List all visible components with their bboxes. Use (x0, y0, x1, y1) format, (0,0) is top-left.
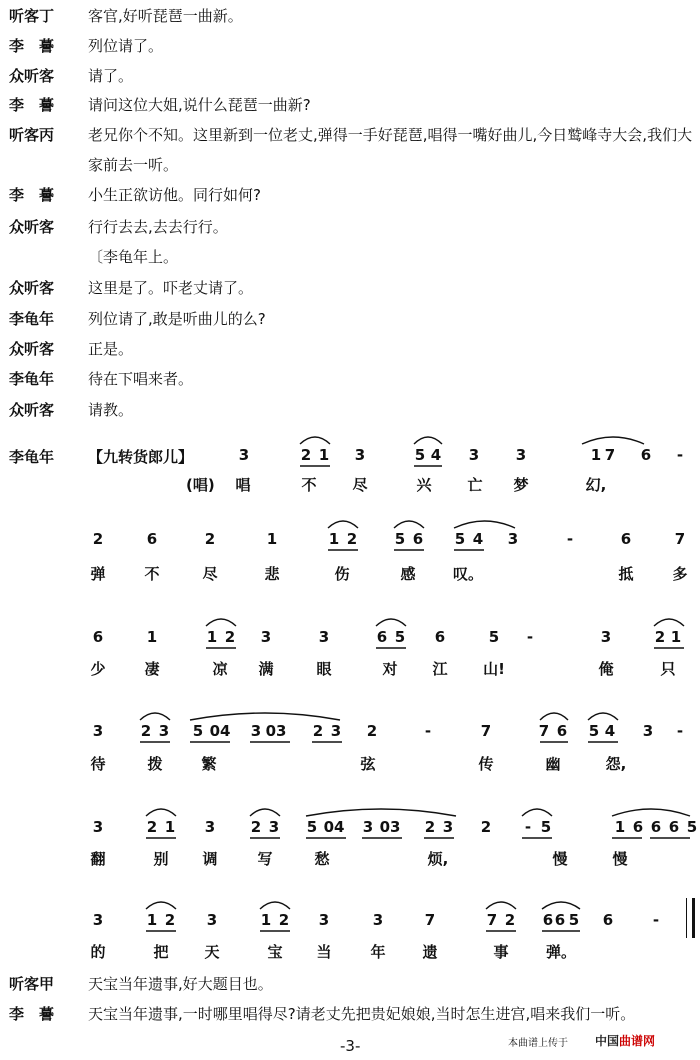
jianpu-note: 1 (206, 628, 218, 646)
slur-arc (414, 437, 442, 444)
lyric-char: 调 (202, 850, 218, 868)
lyric-char: 弦 (360, 755, 376, 773)
line-text: 天宝当年遗事,好大题目也。 (88, 975, 273, 993)
speaker: 李龟年 (9, 310, 55, 328)
jianpu-note: 1 (670, 628, 682, 646)
lyric-char: 当 (316, 943, 332, 961)
final-barline (686, 898, 695, 938)
lyric-char: 不 (144, 565, 160, 583)
jianpu-note: 2 (654, 628, 666, 646)
slur-arc (582, 437, 644, 444)
lyric-char: 翻 (90, 850, 106, 868)
jianpu-note: 5 (192, 722, 204, 740)
jianpu-note: 3 (92, 818, 104, 836)
jianpu-note: 7 (674, 530, 686, 548)
jianpu-note: 3 (600, 628, 612, 646)
dialogue-line (0, 185, 700, 215)
jianpu-note: 6 (556, 722, 568, 740)
lyric-char: 伤 (334, 565, 350, 583)
jianpu-note: 3 (330, 722, 342, 740)
line-text: 列位请了,敢是听曲儿的么? (88, 310, 266, 328)
jianpu-note: 1 (146, 911, 158, 929)
line-text: 小生正欲访他。同行如何? (88, 186, 261, 204)
jianpu-note: 2 (140, 722, 152, 740)
jianpu-note: 1 (260, 911, 272, 929)
lyric-char: 亡 (467, 476, 483, 494)
jianpu-note: 6 (632, 818, 644, 836)
jianpu-note: 2 (92, 530, 104, 548)
lyric-char: 写 (257, 850, 273, 868)
aria-title: 【九转货郎儿】 (88, 448, 194, 466)
lyric-char: 事 (493, 943, 509, 961)
jianpu-note: 3 (238, 446, 250, 464)
lyric-char: 抵 (618, 565, 634, 583)
jianpu-note: 6 (650, 818, 662, 836)
dash-extension: - (676, 722, 684, 740)
slur-arc (486, 902, 516, 909)
jianpu-note: 7 (424, 911, 436, 929)
slur-arc (140, 713, 170, 720)
speaker: 众听客 (9, 340, 55, 358)
lyric-char: 拨 (147, 755, 163, 773)
jianpu-note: 2 (146, 818, 158, 836)
dash-extension: - (652, 911, 660, 929)
lyric-char: 多 (672, 565, 688, 583)
dialogue-line (0, 217, 700, 247)
jianpu-note: 6 (668, 818, 680, 836)
jianpu-note: 4 (472, 530, 484, 548)
jianpu-note: 6 (412, 530, 424, 548)
slur-arc (146, 902, 176, 909)
slur-arc (542, 902, 580, 909)
jianpu-note: 7 (480, 722, 492, 740)
line-text: 列位请了。 (88, 37, 164, 55)
slur-arc (190, 713, 340, 720)
speaker: 众听客 (9, 279, 55, 297)
lyric-char: 叹。 (453, 565, 484, 583)
lyric-char: 弹 (90, 565, 106, 583)
jianpu-note: 2 (204, 530, 216, 548)
lyric-char: 愁 (314, 850, 330, 868)
jianpu-note: 6 (620, 530, 632, 548)
slur-arc (146, 809, 176, 816)
jianpu-note: 5 (540, 818, 552, 836)
dialogue-line (0, 339, 700, 369)
lyric-char: 怨, (605, 755, 627, 773)
lyric-char: 遗 (422, 943, 438, 961)
jianpu-note: 5 (568, 911, 580, 929)
speaker: 众听客 (9, 218, 55, 236)
slur-arc (306, 809, 456, 816)
jianpu-note: 3 (442, 818, 454, 836)
jianpu-note: 5 (394, 530, 406, 548)
lyric-char: 眼 (316, 660, 332, 678)
slur-arc (328, 521, 358, 528)
dash-extension: - (676, 446, 684, 464)
lyric-char: 感 (400, 565, 416, 583)
slur-arc (612, 809, 690, 816)
line-text: 请问这位大姐,说什么琵琶一曲新? (88, 96, 311, 114)
slur-arc (206, 619, 236, 626)
speaker: 李 謩 (9, 186, 55, 204)
jianpu-note: 2 (312, 722, 324, 740)
jianpu-note: 3 (92, 911, 104, 929)
speaker: 听客丁 (9, 7, 55, 25)
dialogue-line (0, 400, 700, 430)
lyric-char: 山! (483, 660, 505, 678)
slur-arc (654, 619, 684, 626)
dialogue-line (0, 125, 700, 185)
aria-speaker: 李龟年 (9, 448, 55, 466)
lyric-char: 唱 (235, 476, 251, 494)
dialogue-line (0, 6, 700, 36)
line-text: 这里是了。吓老丈请了。 (88, 279, 254, 297)
jianpu-note: 3 (362, 818, 374, 836)
speaker: 众听客 (9, 401, 55, 419)
lyric-char: 幻, (585, 476, 607, 494)
jianpu-note: 6 (602, 911, 614, 929)
lyric-char: 不 (301, 476, 317, 494)
slur-arc (260, 902, 290, 909)
speaker: 众听客 (9, 67, 55, 85)
dialogue-line (0, 278, 700, 308)
jianpu-note: 3 (642, 722, 654, 740)
lyric-char: 悲 (264, 565, 280, 583)
jianpu-note: 2 (164, 911, 176, 929)
jianpu-note: 5 (686, 818, 698, 836)
jianpu-note: 3 (372, 911, 384, 929)
site-logo (595, 1032, 655, 1049)
lyric-char: 繁 (201, 755, 217, 773)
dash-extension: - (566, 530, 574, 548)
jianpu-note: 4 (430, 446, 442, 464)
jianpu-note: 2 (224, 628, 236, 646)
jianpu-note: 7 (538, 722, 550, 740)
lyric-char: 江 (432, 660, 448, 678)
jianpu-note: 6 (146, 530, 158, 548)
logo-prefix: 中国 (595, 1034, 620, 1048)
line-text: 客官,好听琵琶一曲新。 (88, 7, 243, 25)
line-text: 请教。 (88, 401, 134, 419)
lyric-char: 兴 (416, 476, 432, 494)
lyric-char: 慢 (552, 850, 568, 868)
jianpu-note: 1 (590, 446, 602, 464)
line-text: 〔李龟年上。 (88, 248, 179, 266)
jianpu-note: 3 (468, 446, 480, 464)
lyric-char: 待 (90, 755, 106, 773)
jianpu-note: 1 (146, 628, 158, 646)
jianpu-note: 5 (306, 818, 318, 836)
jianpu-note: 1 (266, 530, 278, 548)
jianpu-note: 5 (414, 446, 426, 464)
slur-arc (250, 809, 280, 816)
lyric-char: 弹。 (546, 943, 577, 961)
jianpu-note: 2 (480, 818, 492, 836)
lyric-char: 俺 (598, 660, 614, 678)
lyric-char: 年 (370, 943, 386, 961)
lyric-char: 别 (153, 850, 169, 868)
stage-direction (0, 247, 700, 277)
jianpu-note: 3 (268, 818, 280, 836)
speaker: 李 謩 (9, 96, 55, 114)
lyric-char: 天 (204, 943, 220, 961)
line-text: 请了。 (88, 67, 134, 85)
line-text: 正是。 (88, 340, 134, 358)
jianpu-note: 3 (318, 628, 330, 646)
jianpu-note: 2 (278, 911, 290, 929)
jianpu-note: 1 (328, 530, 340, 548)
speaker: 李 謩 (9, 1005, 55, 1023)
jianpu-note: 5 (454, 530, 466, 548)
jianpu-note: 3 (92, 722, 104, 740)
lyric-char: 的 (90, 943, 106, 961)
lyric-char: 尽 (352, 476, 368, 494)
slur-arc (522, 809, 552, 816)
dialogue-line (0, 309, 700, 339)
upload-note: 本曲谱上传于 (508, 1038, 568, 1049)
jianpu-note: 3 (260, 628, 272, 646)
slur-arc (540, 713, 568, 720)
speaker: 听客丙 (9, 126, 55, 144)
jianpu-note: 2 (346, 530, 358, 548)
jianpu-note: 3 (318, 911, 330, 929)
jianpu-note: 7 (486, 911, 498, 929)
jianpu-note: 3 (206, 911, 218, 929)
lyric-char: 凄 (144, 660, 160, 678)
jianpu-note: 3 (158, 722, 170, 740)
dialogue-line (0, 369, 700, 399)
lyric-char: 对 (382, 660, 398, 678)
slur-arc (300, 437, 330, 444)
dialogue-line (0, 66, 700, 96)
jianpu-note: 6 (434, 628, 446, 646)
jianpu-note: 6 (92, 628, 104, 646)
jianpu-note: 6 (640, 446, 652, 464)
lyric-char: 传 (478, 755, 494, 773)
line-text: 待在下唱来者。 (88, 370, 194, 388)
jianpu-note: 2 (300, 446, 312, 464)
dash-extension: - (524, 818, 532, 836)
jianpu-note: 2 (504, 911, 516, 929)
jianpu-note: 6 (554, 911, 566, 929)
slur-arc (394, 521, 424, 528)
lyric-char: 烦, (427, 850, 449, 868)
dash-extension: - (424, 722, 432, 740)
slur-arc (454, 521, 515, 528)
lyric-char: 尽 (202, 565, 218, 583)
jianpu-note: 5 (488, 628, 500, 646)
jianpu-note: 03 (265, 722, 287, 740)
jianpu-note: 6 (542, 911, 554, 929)
jianpu-note: 03 (379, 818, 401, 836)
jianpu-note: 04 (209, 722, 231, 740)
line-text: 行行去去,去去行行。 (88, 218, 228, 236)
lyric-char: 幽 (545, 755, 561, 773)
lyric-char: 慢 (612, 850, 628, 868)
jianpu-note: 2 (250, 818, 262, 836)
jianpu-note: 1 (614, 818, 626, 836)
page-number: -3- (340, 1037, 361, 1055)
lyric-char: 宝 (267, 943, 283, 961)
jianpu-note: 3 (354, 446, 366, 464)
lyric-char: 满 (258, 660, 274, 678)
lyric-char: 只 (660, 660, 676, 678)
speaker: 李 謩 (9, 37, 55, 55)
speaker: 听客甲 (9, 975, 55, 993)
lyric-char: 把 (153, 943, 169, 961)
line-text: 老兄你个不知。这里新到一位老丈,弹得一手好琵琶,唱得一嘴好曲儿,今日鹫峰寺大会,我们大家前去一听。 (88, 126, 693, 174)
jianpu-note: 3 (204, 818, 216, 836)
lyric-char: 梦 (513, 476, 529, 494)
lyric-char: 少 (90, 660, 106, 678)
aria-mode: (唱) (186, 476, 215, 494)
jianpu-note: 2 (366, 722, 378, 740)
jianpu-note: 6 (376, 628, 388, 646)
jianpu-note: 3 (515, 446, 527, 464)
jianpu-note: 04 (323, 818, 345, 836)
jianpu-note: 1 (318, 446, 330, 464)
dash-extension: - (526, 628, 534, 646)
jianpu-note: 5 (394, 628, 406, 646)
jianpu-note: 4 (604, 722, 616, 740)
jianpu-note: 2 (424, 818, 436, 836)
dialogue-line (0, 36, 700, 66)
jianpu-note: 3 (507, 530, 519, 548)
slur-arc (588, 713, 618, 720)
speaker: 李龟年 (9, 370, 55, 388)
jianpu-note: 5 (588, 722, 600, 740)
line-text: 天宝当年遗事,一时哪里唱得尽?请老丈先把贵妃娘娘,当时怎生进宫,唱来我们一听。 (88, 1005, 636, 1023)
lyric-char: 凉 (212, 660, 228, 678)
jianpu-note: 1 (164, 818, 176, 836)
slur-arc (376, 619, 406, 626)
jianpu-note: 3 (250, 722, 262, 740)
jianpu-note: 7 (604, 446, 616, 464)
logo-suffix: 曲谱网 (619, 1034, 656, 1048)
